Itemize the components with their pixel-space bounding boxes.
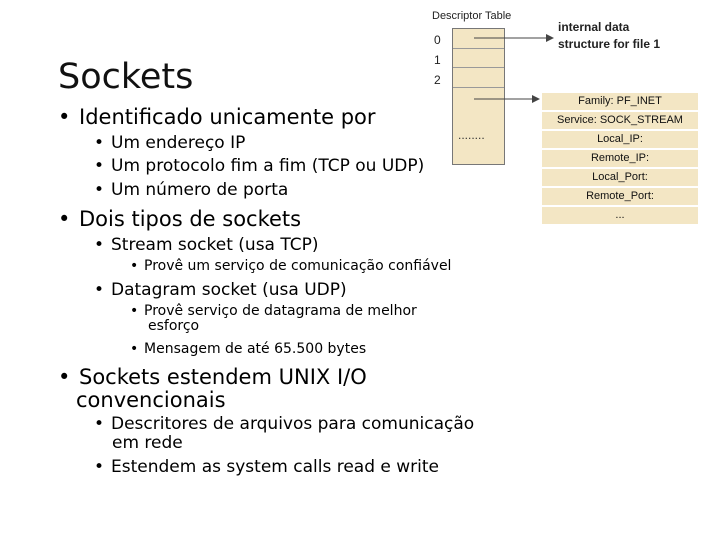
descriptor-table-label: Descriptor Table	[432, 10, 512, 22]
bullet-level1: • Sockets estendem UNIX I/O	[58, 365, 367, 389]
socket-field: Family: PF_INET	[542, 92, 698, 110]
table-ellipsis: ........	[458, 128, 485, 142]
bullet-continuation: esforço	[148, 318, 200, 334]
socket-field: Remote_Port:	[542, 187, 698, 205]
bullet-level2: • Um protocolo fim a fim (TCP ou UDP)	[94, 156, 425, 176]
slide-title: Sockets	[58, 57, 194, 97]
bullet-level1: • Identificado unicamente por	[58, 105, 376, 129]
bullet-level2: • Um número de porta	[94, 180, 289, 200]
bullet-level3: • Provê serviço de datagrama de melhor	[130, 303, 417, 319]
bullet-level2: • Um endereço IP	[94, 133, 246, 153]
bullet-level3: • Provê um serviço de comunicação confiável	[130, 258, 452, 274]
bullet-continuation: em rede	[112, 433, 183, 453]
bullet-continuation: convencionais	[76, 388, 226, 412]
descriptor-index: 2	[434, 73, 441, 87]
internal-data-label: internal data structure for file 1	[558, 20, 661, 51]
bullet-level2: • Stream socket (usa TCP)	[94, 235, 319, 255]
socket-field: Local_IP:	[542, 130, 698, 148]
bullet-level2: • Descritores de arquivos para comunicação	[94, 414, 475, 434]
socket-field: Service: SOCK_STREAM	[542, 111, 698, 129]
descriptor-index: 0	[434, 33, 441, 47]
bullet-level2: • Datagram socket (usa UDP)	[94, 280, 347, 300]
socket-field: Local_Port:	[542, 168, 698, 186]
bullet-level2: • Estendem as system calls read e write	[94, 457, 440, 477]
bullet-level3: • Mensagem de até 65.500 bytes	[130, 341, 367, 357]
socket-field: ...	[542, 206, 698, 224]
socket-field: Remote_IP:	[542, 149, 698, 167]
bullet-level1: • Dois tipos de sockets	[58, 207, 302, 231]
descriptor-index: 1	[434, 53, 441, 67]
